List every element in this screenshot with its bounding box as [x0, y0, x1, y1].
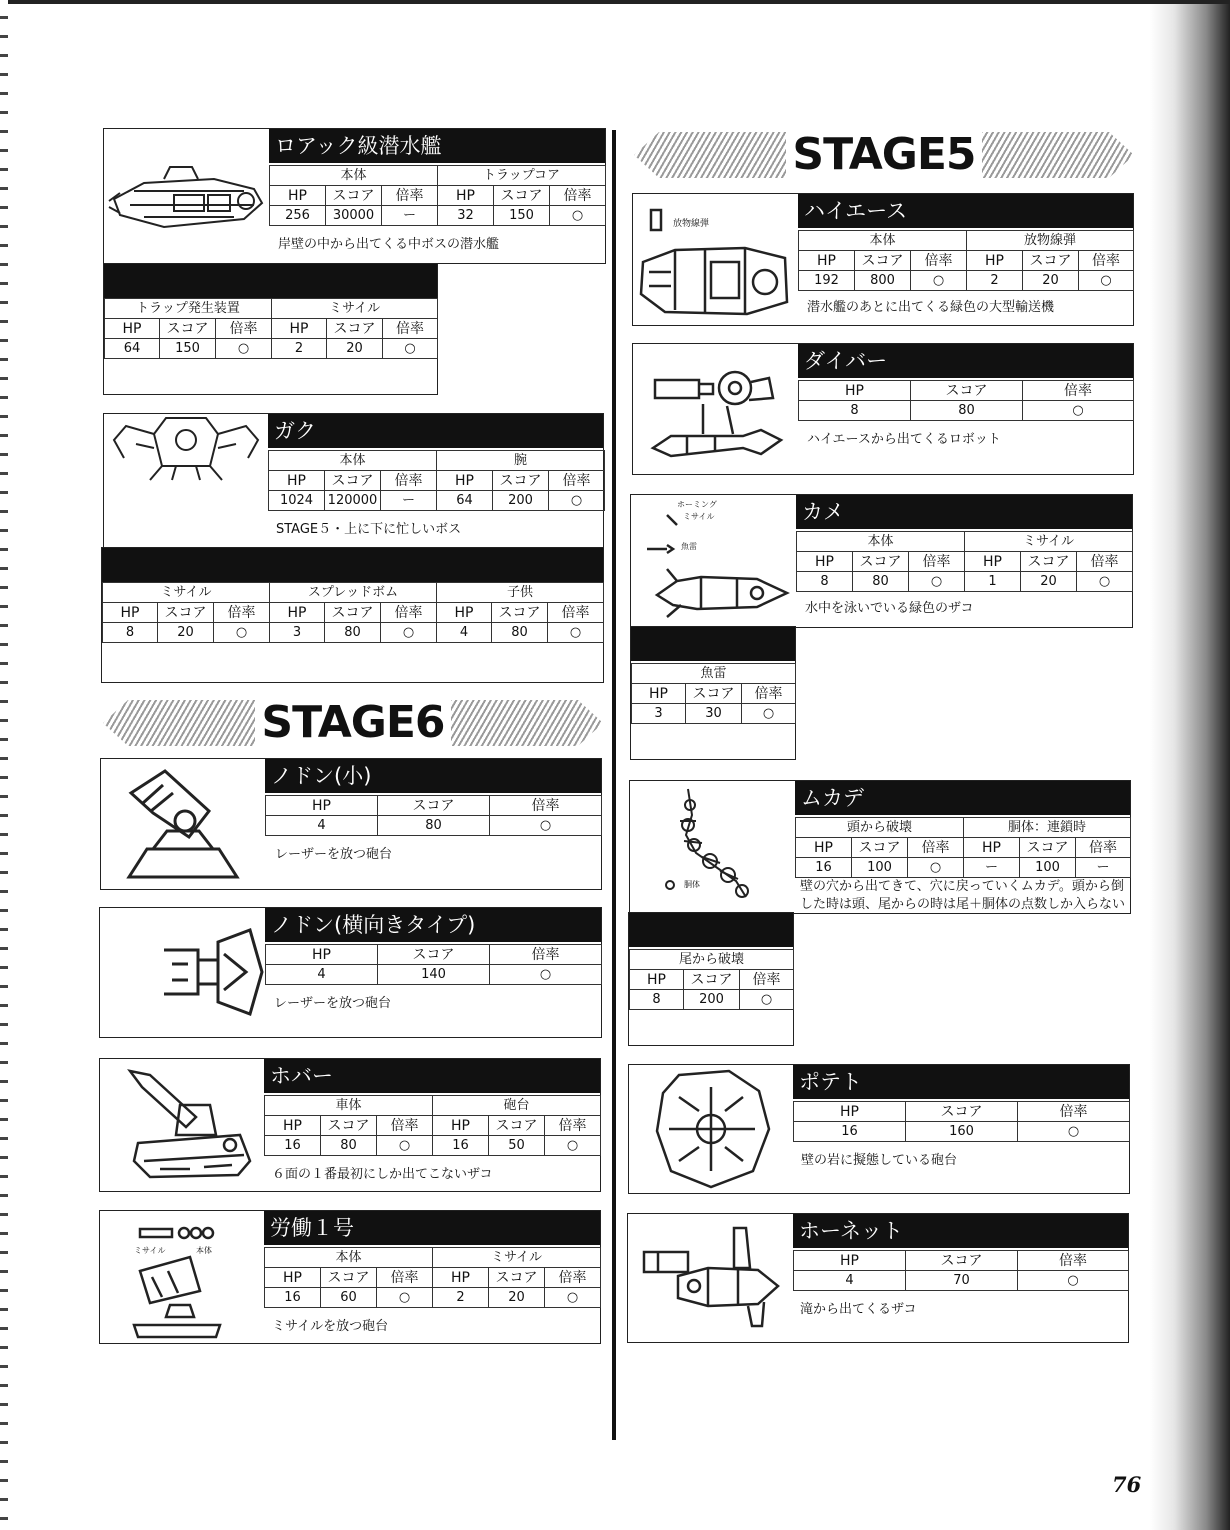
enemy-card-hornet [627, 1213, 1129, 1343]
score-value: 20 [327, 339, 383, 359]
score-value: 120000 [325, 491, 381, 511]
enemy-name: ムカデ [795, 781, 1130, 815]
col-hp: HP [797, 552, 853, 572]
hp-value: 2 [272, 339, 327, 359]
col-score: スコア [327, 319, 383, 339]
stats-table [793, 1101, 1130, 1142]
col-hp: HP [103, 603, 158, 623]
col-mult: 倍率 [214, 603, 270, 623]
col-score: スコア [326, 186, 382, 206]
col-score: スコア [492, 603, 548, 623]
mult-value: ○ [377, 1136, 433, 1156]
hp-value: 2 [433, 1288, 489, 1308]
enemy-name: ハイエース [798, 194, 1133, 228]
col-hp: HP [794, 1102, 906, 1122]
group-label: 頭から破壊 [796, 818, 964, 838]
col-mult: 倍率 [550, 186, 606, 206]
group-label: 子供 [437, 583, 604, 603]
col-mult: 倍率 [911, 251, 967, 271]
enemy-name: カメ [796, 495, 1132, 529]
mult-value: ○ [550, 206, 606, 226]
enemy-card-roack [103, 128, 606, 264]
stats-table [268, 450, 605, 511]
col-score: スコア [493, 471, 549, 491]
col-score: スコア [855, 251, 911, 271]
mult-value: ○ [548, 623, 604, 643]
group-label: ミサイル [965, 532, 1133, 552]
subcard-header-bar [102, 548, 603, 582]
col-score: スコア [684, 970, 740, 990]
enemy-description: STAGE５・上に下に忙しいボス [276, 522, 462, 537]
stage6-heading: STAGE6 [255, 697, 450, 748]
enemy-description: 滝から出てくるザコ [800, 1302, 917, 1317]
col-mult: 倍率 [1079, 251, 1134, 271]
col-mult: 倍率 [216, 319, 272, 339]
hp-value: 64 [437, 491, 493, 511]
page-top-edge [0, 0, 1230, 4]
binding-holes [0, 0, 8, 1530]
enemy-description: レーザーを放つ砲台 [275, 847, 393, 862]
stats-table [793, 1250, 1129, 1291]
kame-illustration [637, 499, 793, 625]
hp-value: 192 [799, 271, 855, 291]
enemy-name: 労働１号 [264, 1211, 600, 1245]
group-label: ミサイル [272, 299, 438, 319]
score-value: 200 [684, 990, 740, 1010]
group-label: 本体 [270, 166, 438, 186]
col-mult: 倍率 [377, 1268, 433, 1288]
group-label: 尾から破壊 [630, 950, 794, 970]
body-art-label: 本体 [196, 1246, 212, 1255]
col-hp: HP [433, 1268, 489, 1288]
mult-value: ○ [1079, 271, 1134, 291]
mult-value: ○ [490, 965, 602, 985]
col-score: スコア [489, 1116, 545, 1136]
hover-illustration [120, 1065, 260, 1189]
enemy-name: ノドン(横向きタイプ) [265, 908, 601, 942]
enemy-description: 潜水艦のあとに出てくる緑色の大型輸送機 [807, 300, 1055, 315]
roack-submarine-illustration [104, 143, 268, 243]
stats-table [264, 1247, 601, 1308]
enemy-card-nodon-side [99, 907, 602, 1038]
torpedo-art-label: 魚雷 [681, 542, 697, 551]
col-hp: HP [437, 471, 493, 491]
mult-value: ○ [1023, 401, 1134, 421]
hornet-illustration [638, 1222, 788, 1332]
enemy-name: ポテト [793, 1065, 1129, 1099]
enemy-card-hover [99, 1058, 601, 1192]
mult-value: ○ [545, 1136, 601, 1156]
col-mult: 倍率 [490, 945, 602, 965]
score-value: 150 [494, 206, 550, 226]
col-hp: HP [265, 1268, 321, 1288]
mult-value: ○ [549, 491, 605, 511]
col-score: スコア [378, 945, 490, 965]
mult-value: ○ [545, 1288, 601, 1308]
col-mult: 倍率 [740, 970, 794, 990]
col-mult: 倍率 [548, 603, 604, 623]
mult-value: ○ [381, 623, 437, 643]
score-value: 20 [1023, 271, 1079, 291]
col-mult: 倍率 [1018, 1251, 1129, 1271]
parabolic-art-label: 放物線弾 [673, 219, 710, 229]
hp-value: 64 [105, 339, 160, 359]
mult-value: ○ [740, 990, 794, 1010]
hp-value: 3 [632, 704, 686, 724]
score-value: 30 [686, 704, 742, 724]
col-hp: HP [269, 471, 325, 491]
hp-value: 4 [266, 816, 378, 836]
enemy-name: ホバー [264, 1059, 600, 1093]
stats-table [795, 817, 1131, 878]
score-value: 140 [378, 965, 490, 985]
score-value: 80 [492, 623, 548, 643]
mukade-illustration [650, 785, 780, 907]
col-score: スコア [325, 603, 381, 623]
mult-value: ○ [490, 816, 602, 836]
mult-value: ○ [1018, 1271, 1129, 1291]
col-mult: 倍率 [908, 838, 964, 858]
col-hp: HP [105, 319, 160, 339]
col-mult: 倍率 [545, 1116, 601, 1136]
hp-value: 4 [437, 623, 492, 643]
col-hp: HP [799, 381, 911, 401]
enemy-subcard-roack [103, 263, 438, 395]
col-mult: 倍率 [377, 1116, 433, 1136]
group-label: 本体 [265, 1248, 433, 1268]
col-mult: 倍率 [549, 471, 605, 491]
hp-value: 8 [799, 401, 911, 421]
nodon-small-illustration [123, 767, 243, 882]
stats-table [264, 1095, 601, 1156]
hp-value: 4 [794, 1271, 906, 1291]
group-label: ミサイル [433, 1248, 601, 1268]
col-hp: HP [270, 186, 326, 206]
score-value: 20 [1021, 572, 1077, 592]
diver-illustration [643, 354, 793, 469]
stats-table [796, 531, 1133, 592]
col-score: スコア [494, 186, 550, 206]
col-hp: HP [965, 552, 1021, 572]
col-mult: 倍率 [545, 1268, 601, 1288]
group-label: 放物線弾 [967, 231, 1134, 251]
col-hp: HP [266, 796, 378, 816]
enemy-description-line1: 壁の穴から出てきて、穴に戻っていくムカデ。頭から倒 [800, 879, 1124, 894]
col-hp: HP [799, 251, 855, 271]
col-score: スコア [1023, 251, 1079, 271]
hp-value: 16 [433, 1136, 489, 1156]
hp-value: 16 [796, 858, 852, 878]
enemy-subcard-kame [630, 626, 796, 760]
col-score: スコア [852, 838, 908, 858]
hp-value: 16 [794, 1122, 906, 1142]
score-value: 30000 [326, 206, 382, 226]
stats-table [269, 165, 606, 226]
col-hp: HP [433, 1116, 489, 1136]
col-mult: 倍率 [909, 552, 965, 572]
mult-value: ○ [908, 858, 964, 878]
enemy-description: レーザーを放つ砲台 [274, 996, 392, 1011]
mult-value: ー [381, 491, 437, 511]
col-mult: 倍率 [1018, 1102, 1130, 1122]
col-hp: HP [438, 186, 494, 206]
mult-value: ー [1076, 858, 1131, 878]
mult-value: ○ [1018, 1122, 1130, 1142]
subcard-header-bar [631, 627, 795, 661]
mult-value: ○ [383, 339, 438, 359]
stats-table [631, 663, 796, 724]
gaku-boss-illustration [106, 414, 266, 484]
score-value: 50 [489, 1136, 545, 1156]
mult-value: ー [382, 206, 438, 226]
score-value: 80 [378, 816, 490, 836]
stats-table [102, 582, 604, 643]
col-score: スコア [1020, 838, 1076, 858]
stats-table [104, 298, 438, 359]
hp-value: 32 [438, 206, 494, 226]
enemy-description: ミサイルを放つ砲台 [272, 1319, 389, 1334]
stats-table [798, 230, 1134, 291]
col-score: スコア [906, 1251, 1018, 1271]
mult-value: ○ [377, 1288, 433, 1308]
score-value: 80 [911, 401, 1023, 421]
enemy-description: 水中を泳いでいる緑色のザコ [805, 601, 974, 616]
enemy-card-kame [630, 494, 1133, 628]
enemy-name: ガク [268, 414, 603, 448]
col-score: スコア [853, 552, 909, 572]
col-mult: 倍率 [1076, 838, 1131, 858]
col-hp: HP [630, 970, 684, 990]
highace-illustration [635, 202, 795, 322]
group-label: 車体 [265, 1096, 433, 1116]
col-score: スコア [321, 1116, 377, 1136]
enemy-description-line2: した時は頭、尾からの時は尾＋胴体の点数しか入らない [800, 897, 1126, 912]
score-value: 80 [853, 572, 909, 592]
group-label: 腕 [437, 451, 605, 471]
hp-value: 8 [103, 623, 158, 643]
enemy-card-roudou [99, 1210, 601, 1344]
score-value: 80 [325, 623, 381, 643]
hp-value: ー [964, 858, 1020, 878]
hp-value: 256 [270, 206, 326, 226]
homing-art-label: ホーミング [677, 500, 717, 509]
group-label: トラップ発生装置 [105, 299, 272, 319]
col-mult: 倍率 [1023, 381, 1134, 401]
score-value: 70 [906, 1271, 1018, 1291]
group-label: ミサイル [103, 583, 270, 603]
col-hp: HP [265, 1116, 321, 1136]
body-art-label: 胴体 [684, 880, 700, 889]
enemy-card-mukade [629, 780, 1131, 914]
enemy-name: ロアック級潜水艦 [269, 129, 605, 163]
group-label: 砲台 [433, 1096, 601, 1116]
col-hp: HP [632, 684, 686, 704]
score-value: 800 [855, 271, 911, 291]
mult-value: ○ [214, 623, 270, 643]
stats-table [629, 949, 794, 1010]
page-edge-shadow [1150, 0, 1230, 1530]
col-mult: 倍率 [381, 603, 437, 623]
col-mult: 倍率 [1077, 552, 1133, 572]
group-label: 本体 [799, 231, 967, 251]
col-hp: HP [266, 945, 378, 965]
stage6-banner [103, 697, 603, 748]
mult-value: ○ [911, 271, 967, 291]
col-score: スコア [686, 684, 742, 704]
enemy-subcard-gaku [101, 547, 604, 683]
col-hp: HP [796, 838, 852, 858]
enemy-card-potet [628, 1064, 1130, 1194]
hp-value: 1 [965, 572, 1021, 592]
col-score: スコア [160, 319, 216, 339]
missile-art-label: ミサイル [134, 1246, 166, 1255]
enemy-name: ホーネット [793, 1214, 1128, 1248]
nodon-side-illustration [158, 924, 264, 1020]
score-value: 100 [852, 858, 908, 878]
subcard-header-bar [104, 264, 437, 298]
group-label: 本体 [269, 451, 437, 471]
score-value: 100 [1020, 858, 1076, 878]
col-hp: HP [967, 251, 1023, 271]
col-score: スコア [911, 381, 1023, 401]
score-value: 160 [906, 1122, 1018, 1142]
mult-value: ○ [1077, 572, 1133, 592]
group-label: 本体 [797, 532, 965, 552]
hp-value: 3 [270, 623, 325, 643]
stage5-banner [634, 129, 1134, 180]
col-score: スコア [906, 1102, 1018, 1122]
enemy-description: ハイエースから出てくるロボット [807, 432, 1001, 447]
col-hp: HP [964, 838, 1020, 858]
roudou-illustration [120, 1221, 240, 1341]
hp-value: 1024 [269, 491, 325, 511]
col-score: スコア [325, 471, 381, 491]
potet-illustration [649, 1067, 775, 1191]
column-divider [612, 130, 616, 1440]
enemy-name: ノドン(小) [265, 759, 601, 793]
mult-value: ○ [742, 704, 796, 724]
col-mult: 倍率 [742, 684, 796, 704]
col-hp: HP [794, 1251, 906, 1271]
col-score: スコア [158, 603, 214, 623]
enemy-description: 壁の岩に擬態している砲台 [801, 1153, 958, 1168]
missile-art-label: ミサイル [683, 512, 715, 521]
hp-value: 8 [630, 990, 684, 1010]
enemy-card-diver [632, 343, 1134, 475]
hp-value: 2 [967, 271, 1023, 291]
col-mult: 倍率 [490, 796, 602, 816]
score-value: 60 [321, 1288, 377, 1308]
group-label: 胴体：連鎖時 [964, 818, 1131, 838]
enemy-description: ６面の１番最初にしか出てこないザコ [272, 1167, 493, 1182]
stage5-heading: STAGE5 [786, 129, 981, 180]
col-score: スコア [321, 1268, 377, 1288]
group-label: スプレッドボム [270, 583, 437, 603]
stats-table [265, 795, 602, 836]
enemy-card-highace [632, 193, 1134, 326]
mult-value: ○ [909, 572, 965, 592]
col-score: スコア [489, 1268, 545, 1288]
enemy-card-gaku [103, 413, 604, 549]
stats-table [798, 380, 1134, 421]
col-mult: 倍率 [383, 319, 438, 339]
col-score: スコア [378, 796, 490, 816]
hp-value: 16 [265, 1136, 321, 1156]
score-value: 150 [160, 339, 216, 359]
col-mult: 倍率 [382, 186, 438, 206]
score-value: 20 [489, 1288, 545, 1308]
col-mult: 倍率 [381, 471, 437, 491]
enemy-name: ダイバー [798, 344, 1133, 378]
group-label: 魚雷 [632, 664, 796, 684]
enemy-card-nodon-small [100, 758, 602, 890]
enemy-description: 岸壁の中から出てくる中ボスの潜水艦 [278, 237, 500, 252]
hp-value: 8 [797, 572, 853, 592]
col-hp: HP [270, 603, 325, 623]
hp-value: 16 [265, 1288, 321, 1308]
subcard-header-bar [629, 913, 793, 947]
enemy-subcard-mukade [628, 912, 794, 1046]
mult-value: ○ [216, 339, 272, 359]
col-score: スコア [1021, 552, 1077, 572]
score-value: 20 [158, 623, 214, 643]
score-value: 200 [493, 491, 549, 511]
col-hp: HP [272, 319, 327, 339]
hp-value: 4 [266, 965, 378, 985]
page-number: 76 [1112, 1472, 1142, 1497]
group-label: トラップコア [438, 166, 606, 186]
score-value: 80 [321, 1136, 377, 1156]
stats-table [265, 944, 602, 985]
col-hp: HP [437, 603, 492, 623]
